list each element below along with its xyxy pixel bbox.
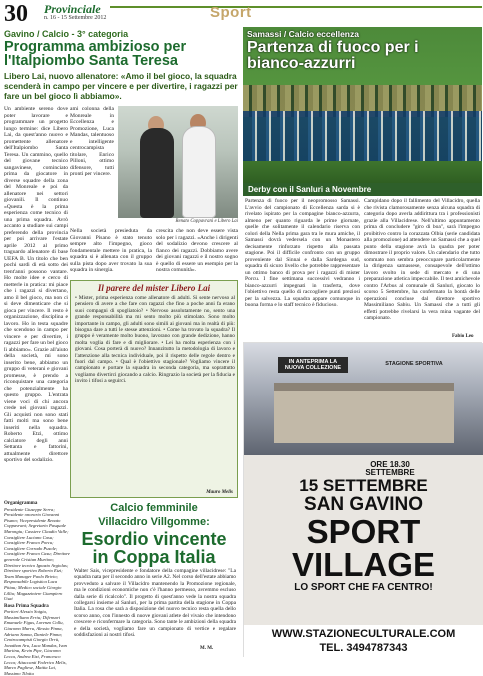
article-column-4: crescita che non deve essere vista solo per i ragazzi. «Anche i dirigenti del sodalizio devono crescere al fianco dei ragazzi. Dobbiamo avere dei giovani ragazzi e il nostro sogno è quello di essere un esempio per la nostra comunità». xyxy=(156,228,238,273)
ad-url[interactable]: WWW.STAZIONECULTURALE.COM xyxy=(271,628,456,640)
ad-tag-right: STAGIONE SPORTIVA xyxy=(385,361,443,367)
article-column-1: Un ambiente sereno dove poter lavorare e programmare un progetto lungo termine: dice Libero Lai, da quest'anno nuovo e promettente allenatore dell'Italpiombo Santa Teresa. Un cammino, quello del giovane tecnico sangavinese, cominciato prima da giocatore in diverse squadre della zona del Monreale e poi da allenatore nei settori giovanili. Il continuo «Questa è la prima esperienza come tecnico di una prima squadra. Avrò accanto a studiare sui campi preferendo della provincia per poi arrivare l'estate aprile 2012 al primo traguardo allenatore di base UEFA B. Un titolo che ben pochi sardi di età sotto dei trent'anni possono vantare. Ho molte idee e cerco di metterle in pratica: mi piace che i ragazzi si divertano, amo il bel gioco, ma non ci si deve dimenticare che si gioca per vincere. Il resto è organizzazione, disciplina e lavoro. Ho in testa squadre che scendono in campo per vincere e per divertire, i ragazzi per fare un bel gioco lì abbiamo». Grazie all'aiuto della società, mi sono inserito bene, abbiamo un gruppo di veterani e giovani promesse, è prendo a riconquistare una categoria che potenzialmente ha questo gruppo. L'entrata viene voci di chi ancora crede nei giovani ragazzi. Gli acquisti non sono stati fatti molti ma sono bene inseriti nella squadra. Roberto Etzi, ottimo calciatore degli anni Settanta e fattorini, attualmente direttore sportivo del sodalizio. xyxy=(4,106,68,463)
ad-title: SPORT VILLAGE xyxy=(291,513,435,583)
advertisement xyxy=(243,342,482,657)
roster-list: Portieri Alessio Sotgiu, Massimiliano Erriu; Difensori Emanuele Figus, Lorenzo Collu, Giacomo Murru, Alessio Pinna, Adriano Sanna, Daniele Pinna; Centrocampisti Giorgio Orrù, Jonathan Aru, Luca Mandas, Ivan Murtinu, Kevin Pipe, Giacomo Lecca, Andrea Etzi, Francesco Lecca; Attaccanti Federico Melis, Marco Pagliese, Mattia Lai, Massimo Tilottu xyxy=(4,609,67,676)
ad-slogan: LO SPORT CHE FA CENTRO! xyxy=(294,582,433,593)
article-column-3: Nella società presieduta da Giovanni Pisano è stato tenuto sempre alto l'impegno, gioco fondamentale mettere in pratica, la squadra si è allenata con il gruppo sulla pista dopo aver trovato la sua squadra in sinergia. xyxy=(70,228,152,273)
section-rule xyxy=(110,6,482,22)
women-subkicker: Villacidro Villgomme: xyxy=(98,516,210,528)
article-headline: Programma ambizioso per l'Italpiombo Santa Teresa xyxy=(4,39,187,69)
ad-date: 15 SETTEMBRE xyxy=(299,476,428,495)
ad-tag-left: IN ANTEPRIMA LA NUOVA COLLEZIONE xyxy=(278,357,348,373)
roster-heading: Rosa Prima Squadra xyxy=(4,603,49,609)
women-kicker: Calcio femminile xyxy=(110,502,198,514)
photo-coach xyxy=(118,106,238,218)
organigram-list: Presidente Giuseppe Serra; Presidente onorario Giovanni Pisano; Vicepresidente Renato Coppavrani; Segretario Pasquale Marongiu; Cassiere Claudio Valle; Consigliere Luciano Casu; Consigliere Franco Porcu; Consigliere Corrado Pusole; Consigliere Franco Casu; Direttore generale Cristian Murtion; Direttore tecnico Ignazio Argiolas; Direttore sportivo Roberto Etzi; Team Manager Paolo Brivio; Responsabile Logistica Luca Pitiau; Medico sociale Giorgio Lilliu; Magazziniere Giampiero Usai xyxy=(4,506,70,602)
article-kicker: Gavino / Calcio - 3° categoria xyxy=(4,29,129,39)
photo-caption: Renato Coppavrani e Libero Lai xyxy=(175,219,238,224)
interview-box xyxy=(70,280,238,498)
ad-time: ORE 18.30 SETTEMBRE xyxy=(365,460,415,477)
organigram xyxy=(4,499,70,676)
women-signature: M. M. xyxy=(200,646,214,651)
right-article-column-1: Partenza di fuoco per il neopromosso Samassi. L'avvio del campionato di Eccellenza sarda si è rivelato ispirato per la compagine bianco-azzurra, almeno per quanto riguarda le prime giornate, quelle che solitamente il calendario riserva con colori della Nella prima gara tra le mura amiche, il Samassi dovrà vedersela con un Monastero decisamente rinforzato rispetto alla passata stagione. Poi il difficile confronto con un gruppo proveniente dal Sinnai e dalla Sardegna sud, squadra di sicuro livello che potrebbe rappresentare un ottimo banco di prova per i ragazzi di mister Porcu. I fine settimana successivi vedranno i bianco-azzurri impegnati in trasferta, dove l'obiettivo resta quello di raccogliere punti preziosi per la salvezza. La squadra appare comunque in buona forma e lo staff tecnico è fiducioso. xyxy=(245,198,360,308)
interview-signature: Mauro Melis xyxy=(206,490,233,495)
interview-title: Il parere del mister Libero Lai xyxy=(97,283,211,293)
right-article-headline: Partenza di fuoco per i bianco-azzurri xyxy=(247,39,419,72)
right-article-signature: Fabio Leo xyxy=(452,334,474,339)
derby-subhead: Derby con il Sanluri a Novembre xyxy=(248,185,372,194)
issue-date: n. 16 - 15 Settembre 2012 xyxy=(44,15,107,21)
women-body: Walter Sais, vicepresidente e fondatore della compagine villacidrese: "La squadra nata per il secondo anno in serie A2. Nel corso dell'estate abbiamo provveduto a salvare il Villacidro mantenendo la Promozione regionale, ma le condizioni economiche non c'è l'hanno permesso, avremmo escluso dalla serie di ricalcolo". Il progetto di quest'anno vede la nostra squadra collegarsi insieme al Sanluri, per la prima partita della stagione in Coppa Italia. La rosa che sarà a disposizione del nuovo tecnico resta quella dello scorso anno, con l'innesto di nuove giovani atlete del vivaio che intendono crescere e riconfermare la categoria. Sono tante le ambizioni della squadra e della società, vogliamo fare un campionato di vertice e regalare soddisfazioni ai nostri tifosi. xyxy=(74,568,236,639)
women-headline: Esordio vincente in Coppa Italia xyxy=(81,529,227,567)
section-title: Sport xyxy=(210,4,252,21)
right-article-column-2: Campidano dopo il fallimento del Villacidro, quella che rivista clamorosamente senza alcuna squadra di categoria dopo averla addirittura tra i professionisti grazie alla Villacidrese. Nell'ultimo appuntamento prima di concludere "giro di boa", sarà l'impegno proibitivo contro la corazzata Olbia (serie candidata alla promozione) ad attendere un Samassi che a quel punto della stagione avrà la quadra per poter dimostrare il proprio valore. Un calendario che tutto sommato non sembra preoccupare particolarmente la dirigenza samassese, consapevole dell'ottimo lavoro svolto in sede di mercato e di una preparazione atletica impeccabile. Il test amichevole contro l'Arbus al comunale di Sanluri, giocato lo scorso 5 Settembre, ha confermato la bontà delle operazioni concluse dal direttore sportivo Massimiliano Sabiu. Un Samassi che a tutti gli effetti potrebbe rivelarsi la vera mina vagante del campionato. xyxy=(364,198,480,321)
ad-phone: TEL. 3494787343 xyxy=(319,642,408,654)
interview-body: • Mister, prima esperienza come allenatore di adulti. Si sente nervoso al pensiero di avere a che fare con ragazzi che fino a poche anni fa erano suoi compagni di spogliatoio? • Nervoso assolutamente no, sento una grande responsabilità ma mi sento molto più stimolato. Sono molto importante in campo, gli adulti sono simili ai giovani ma in realtà di più: bisogna dare a tutti le stesse attenzioni. • Come ha trovato la squadra? Il gruppo è veramente molto buono, lavorano con grande dedizione, hanno molta voglia di fare e di migliorare. • Lei ha molta esperienza con i giovani. Cosa porterà di nuovo? Innanzitutto la metodologia di lavoro e l'attenzione alla tecnica individuale, poi il rispetto delle regole dentro e fuori dal campo. • Qual è l'obiettivo stagionale? Vogliamo vincere il campionato e portare la squadra in seconda categoria, ma soprattutto vogliamo divertirci giocando a calcio. Ringrazio la società per la fiducia e invito i tifosi a seguirci. xyxy=(75,295,235,385)
article-subhead: Libero Lai, nuovo allenatore: «Amo il bel gioco, la squadra scenderà in campo per vincere e per divertire, i ragazzi per fare un bel gioco lì abbiamo». xyxy=(4,71,238,101)
page-number: 30 xyxy=(4,1,28,27)
organigram-heading: Organigramma xyxy=(4,501,38,506)
article-column-2-text: ami colonna della Monreale in Eccellenza e Promozione, Luca Mandas, talentuoso e intelligente centrocampista titolare, Enrico Pilloni, ottimo difensore, tutti pronti per vincere. xyxy=(70,106,114,177)
right-article-kicker: Samassi / Calcio eccellenza xyxy=(247,29,359,39)
masthead xyxy=(0,0,482,26)
ad-place: SAN GAVINO xyxy=(304,494,423,515)
ad-photo xyxy=(244,343,483,455)
newspaper-logo: Provinciale xyxy=(44,2,101,16)
